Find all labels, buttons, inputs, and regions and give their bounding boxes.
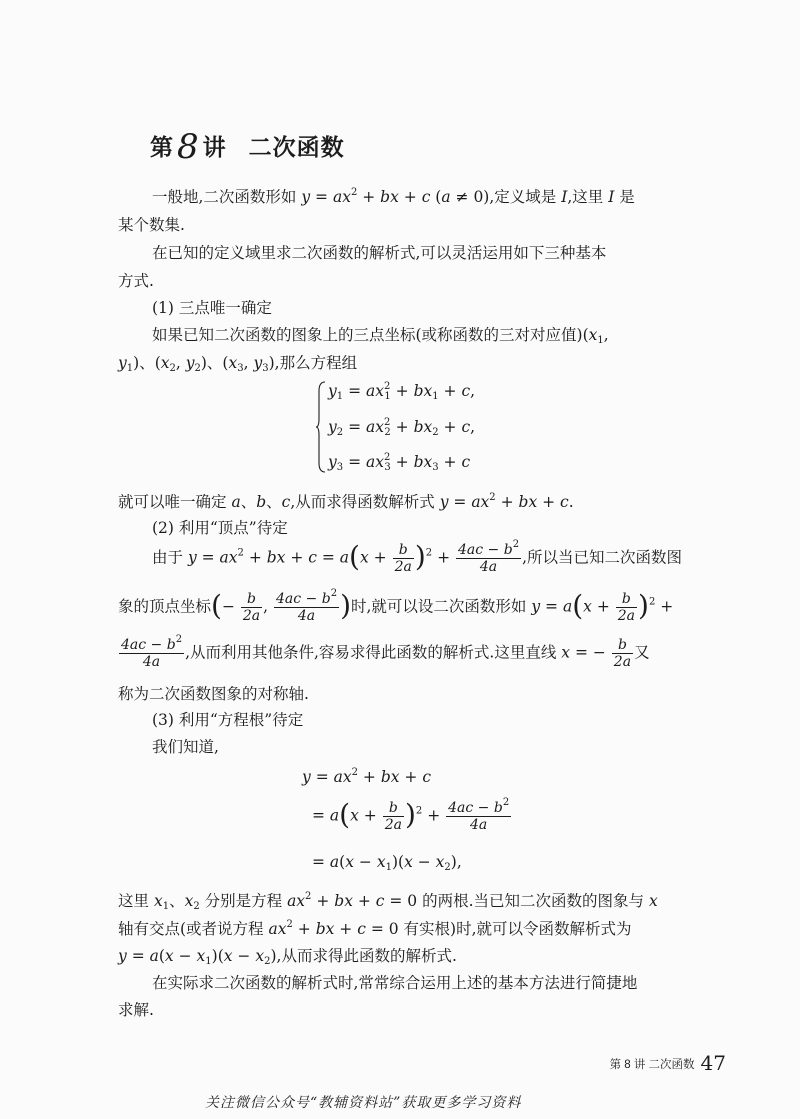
system-eq3: $y_3 = ax^2_3 + bx_3 + c$	[328, 452, 471, 473]
method1-line1: 如果已知二次函数的图象上的三点坐标(或称函数的三对对应值)($x_1$,	[152, 326, 609, 346]
method2-line3-c: 又	[634, 643, 650, 662]
title-name: 二次函数	[248, 134, 345, 161]
method3-after2-b: 有实根)时,就可以令函数解析式为	[398, 920, 632, 938]
para1-text-c: ,这里	[567, 188, 609, 206]
method2-line1: 由于 $y = ax^2$ + bx + c = a(x + $\frac{b}{2a}$ )$^2$ + $\frac{4ac - b^2}{4a}$ ,所以当已知二次函数图	[152, 539, 682, 576]
para2-line1: 在已知的定义域里求二次函数的解析式,可以灵活运用如下三种基本	[152, 244, 607, 262]
method3-after3-b: ,从而求得此函数的解析式.	[276, 947, 457, 965]
method1-line2: $y_1$)、($x_2$, $y_2$)、($x_3$, $y_3$),那么方程组	[118, 354, 358, 374]
method1-heading: (1) 三点唯一确定	[152, 299, 272, 317]
para1-text-a: 一般地,二次函数形如	[152, 188, 302, 206]
method2-line1-b: ,所以当已知二次函数图	[522, 548, 682, 567]
title-prefix: 第	[150, 134, 174, 161]
method3-intro: 我们知道,	[152, 738, 219, 756]
chapter-title	[150, 124, 345, 167]
method3-after3: $y = a(x - x_1)(x - x_2)$,从而求得此函数的解析式.	[118, 947, 457, 967]
para1-line2: 某个数集.	[118, 216, 185, 234]
method1-line2-text: ,那么方程组	[274, 354, 358, 372]
method2-line4: 称为二次函数图象的对称轴.	[118, 685, 309, 703]
title-suffix: 讲	[202, 134, 227, 161]
method3-after2: 轴有交点(或者说方程 $ax^2$ + bx + c = 0 有实根)时,就可以令函数解析式为	[118, 919, 632, 938]
system-eq1: $y_1 = ax^2_1 + bx_1 + c$,	[328, 381, 476, 402]
closing-line2: 求解.	[118, 1001, 154, 1019]
system-brace	[316, 381, 326, 473]
derivation-line2: = a(x + $\frac{b}{2a}$ )$^2$ + $\frac{4ac - b^2}{4a}$	[312, 797, 510, 834]
method1-conclusion: 就可以唯一确定 a、b、c,从而求得函数解析式 $y = ax^2$ + bx + c.	[118, 492, 574, 511]
system-eq2: $y_2 = ax^2_2 + bx_2 + c$,	[328, 417, 476, 438]
method2-line3-b: ,从而利用其他条件,容易求得此函数的解析式.这里直线	[185, 643, 562, 662]
method1-conclusion-a: 就可以唯一确定	[118, 493, 232, 511]
title-number: 8	[177, 127, 200, 167]
page-footer	[610, 1049, 726, 1073]
para1-line1: 一般地,二次函数形如 $y = ax^2$ + bx + c (a ≠ 0),定义域是 I,这里 I 是	[152, 187, 635, 206]
method3-after2-a: 轴有交点(或者说方程	[118, 920, 269, 938]
method1-conclusion-b: ,从而求得函数解析式	[290, 493, 440, 511]
method1-line1-text: 如果已知二次函数的图象上的三点坐标(或称函数的三对对应值)(	[152, 326, 589, 344]
derivation-line1: $y = ax^2$ + bx + c	[302, 767, 432, 786]
footer-section: 第 8 讲 二次函数	[609, 1059, 695, 1071]
method3-after1: 这里 $x_1$、$x_2$ 分别是方程 $ax^2$ + bx + c = 0 的两根.当已知二次函数的图象与 x	[118, 891, 658, 912]
method3-after1-a: 这里	[118, 892, 154, 910]
closing-line1: 在实际求二次函数的解析式时,常常综合运用上述的基本方法进行简捷地	[152, 974, 638, 992]
method3-heading: (3) 利用“方程根”待定	[152, 711, 304, 729]
method2-line2: 象的顶点坐标(− $\frac{b}{2a}$ , $\frac{4ac - b^2}{4a}$ )时,就可以设二次函数形如 y = a(x + $\frac{b}{2a}$ )$^2$ +	[118, 588, 674, 625]
method3-after1-b: 分别是方程	[199, 892, 288, 910]
para2-line2: 方式.	[118, 272, 154, 290]
para1-text-b: ,定义域是	[489, 188, 562, 206]
method2-line2-b: 时,就可以设二次函数形如	[351, 597, 532, 616]
page-number: 47	[700, 1051, 726, 1075]
method2-line3: $\frac{4ac - b^2}{4a}$ ,从而利用其他条件,容易求得此函数的解析式.这里直线 x = − $\frac{b}{2a}$ 又	[121, 634, 650, 671]
method2-line2-a: 象的顶点坐标	[118, 597, 212, 616]
method3-after1-c: 的两根.当已知二次函数的图象与	[417, 892, 649, 910]
method2-heading: (2) 利用“顶点”待定	[152, 519, 288, 537]
derivation-line3: = $a(x - x_1)(x - x_2)$,	[312, 853, 462, 873]
method2-line1-a: 由于	[152, 548, 188, 567]
promo-watermark: 关注微信公众号“教辅资料站”获取更多学习资料	[205, 1095, 522, 1111]
para1-text-d: 是	[614, 188, 635, 206]
